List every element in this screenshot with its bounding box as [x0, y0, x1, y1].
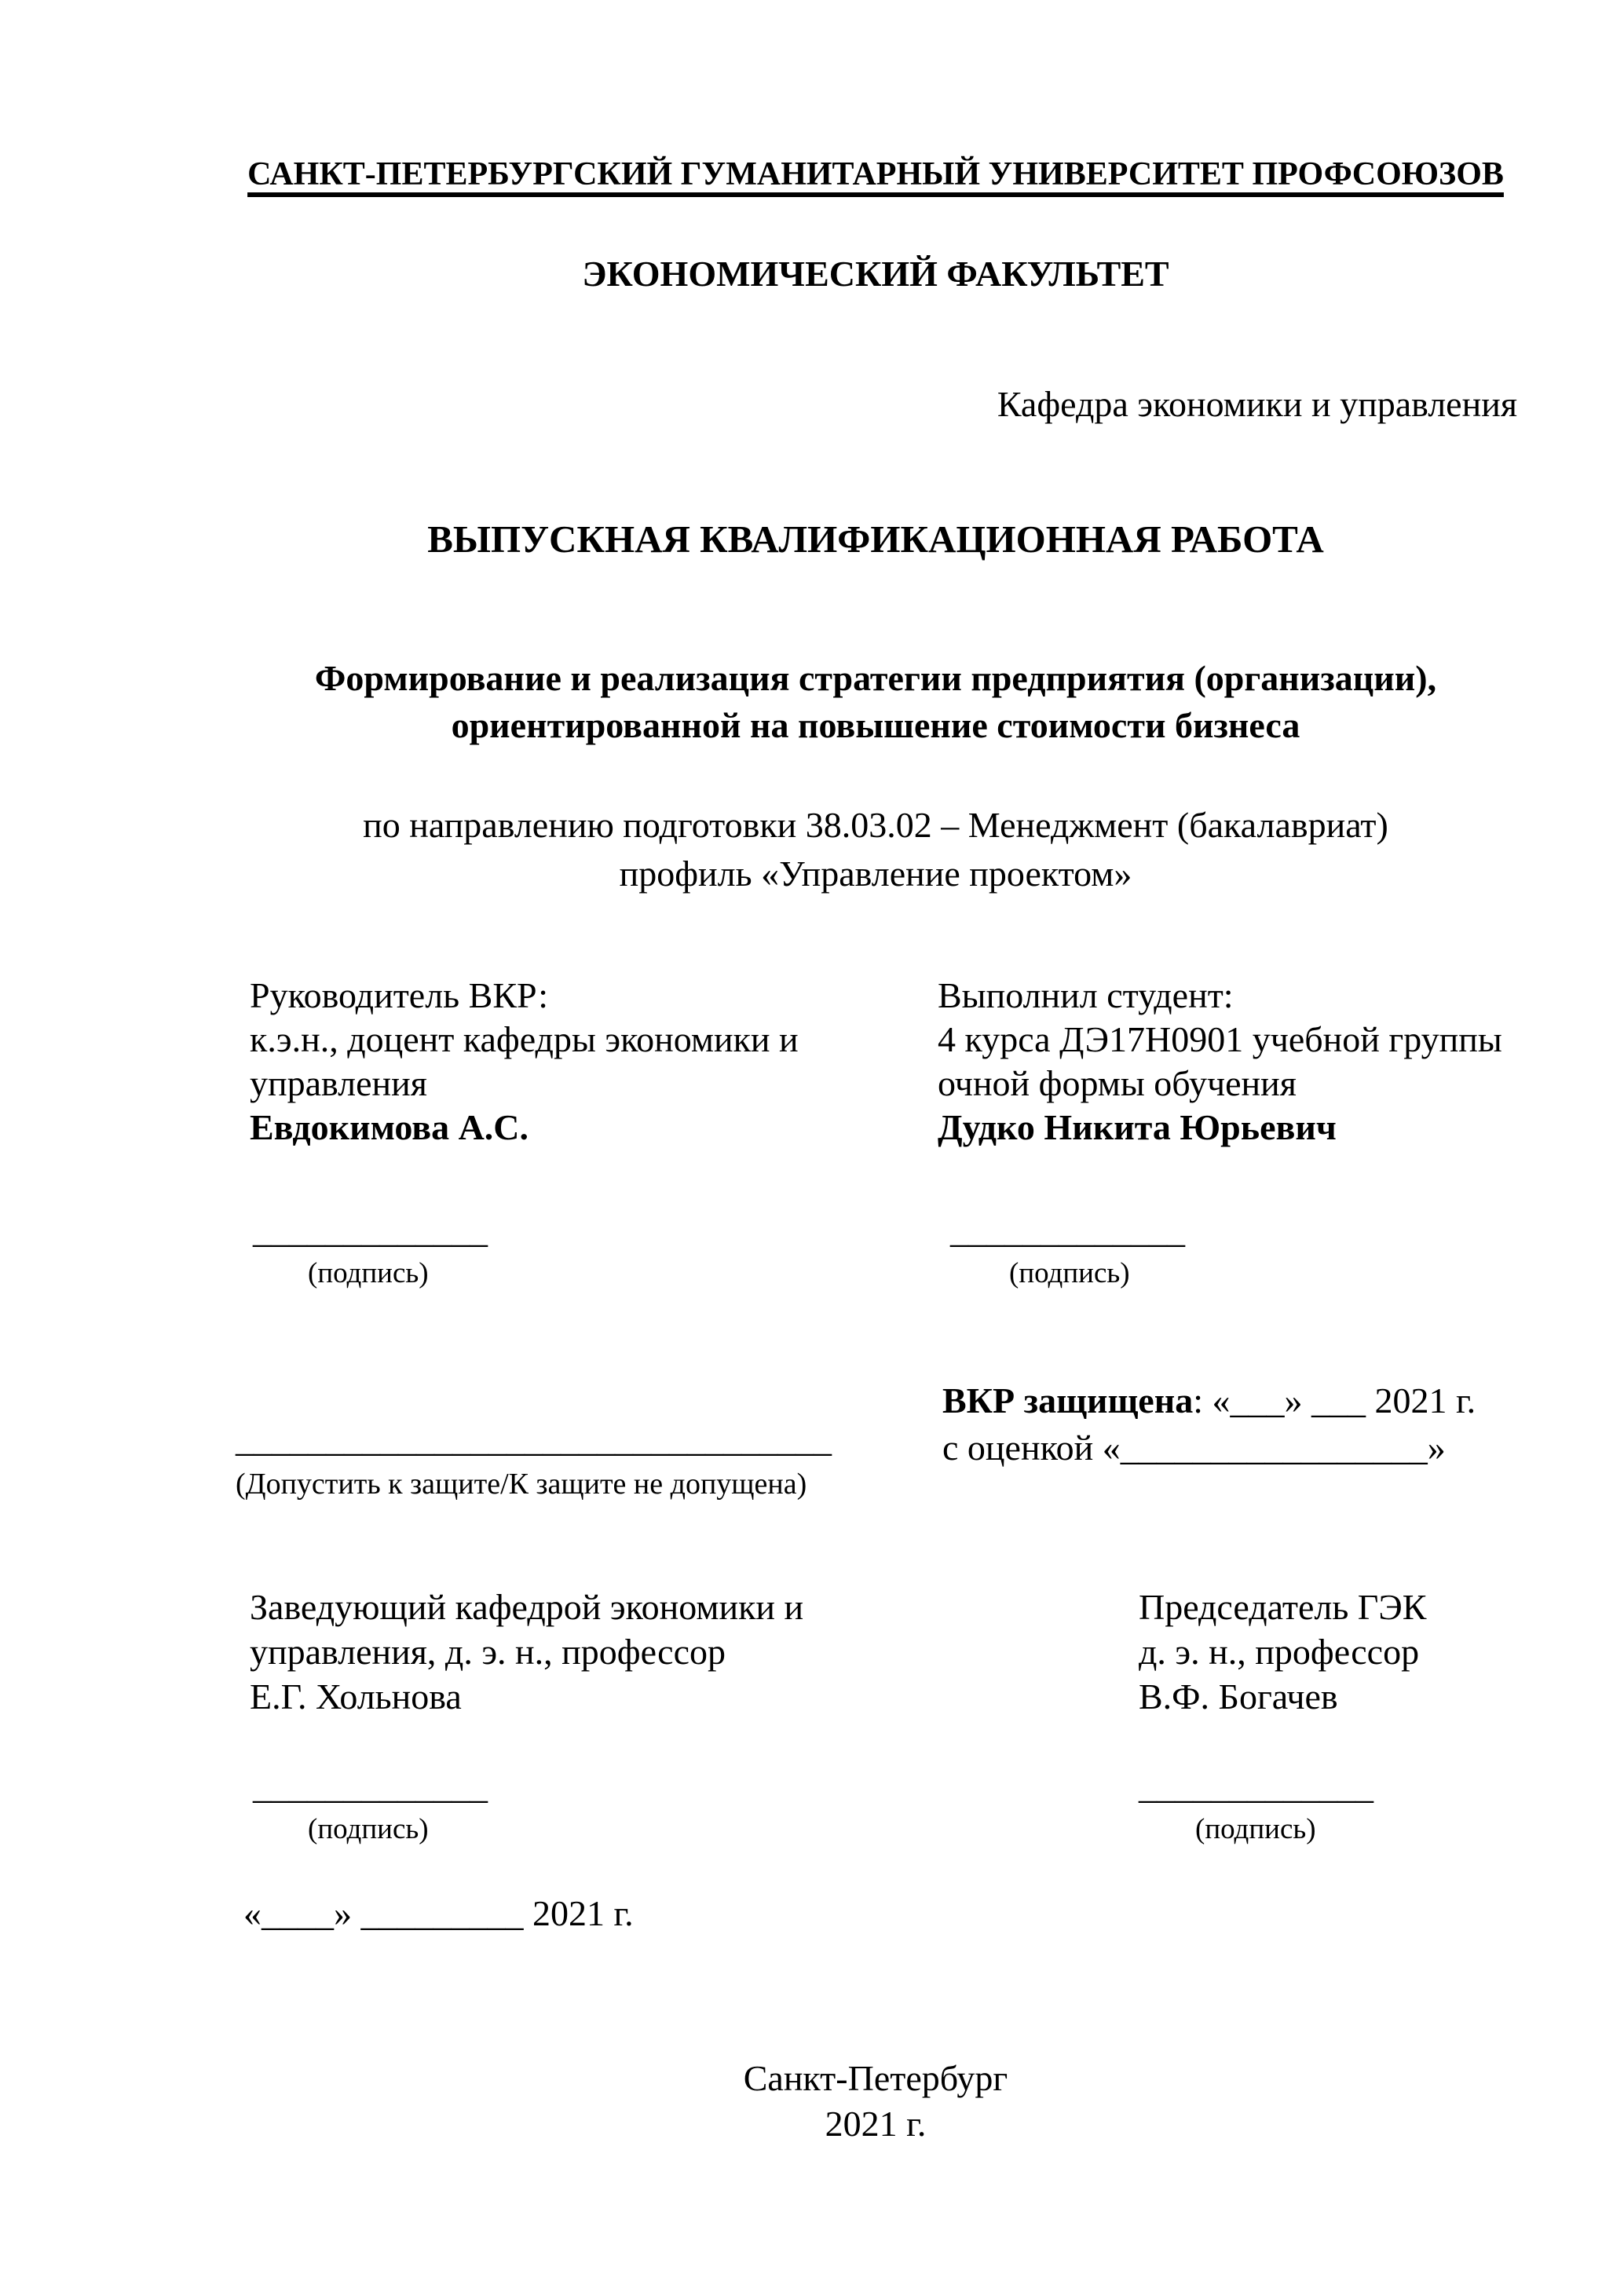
department-line: Кафедра экономики и управления [997, 384, 1517, 424]
gek-chair-block [1139, 1585, 1426, 1719]
footer-year: 2021 г. [825, 2104, 927, 2144]
thesis-title [236, 655, 1516, 749]
defense-grade-line: с оценкой «_________________» [942, 1428, 1446, 1468]
supervisor-position-line1: к.э.н., доцент кафедры экономики и [250, 1019, 799, 1059]
work-type-title: ВЫПУСКНАЯ КВАЛИФИКАЦИОННАЯ РАБОТА [427, 517, 1324, 561]
supervisor-position-line2: управления [250, 1063, 427, 1103]
program-line: по направлению подготовки 38.03.02 – Менеджмент (бакалавриат) [363, 805, 1388, 845]
student-label: Выполнил студент: [938, 975, 1234, 1015]
faculty-title: ЭКОНОМИЧЕСКИЙ ФАКУЛЬТЕТ [582, 254, 1169, 294]
supervisor-signature-line: _____________ [253, 1210, 488, 1250]
student-name: Дудко Никита Юрьевич [938, 1107, 1337, 1147]
thesis-title-line1: Формирование и реализация стратегии предприятия (организации), [314, 658, 1437, 698]
head-position-line2: управления, д. э. н., профессор [250, 1632, 726, 1672]
thesis-title-line2: ориентированной на повышение стоимости бизнеса [451, 705, 1300, 745]
head-of-department-block [250, 1585, 803, 1719]
head-signature-line: _____________ [253, 1766, 488, 1806]
student-signature-line: _____________ [950, 1210, 1185, 1250]
supervisor-block [250, 974, 799, 1150]
gek-position-line: д. э. н., профессор [1139, 1632, 1420, 1672]
footer-city: Санкт-Петербург [743, 2058, 1008, 2098]
head-name: Е.Г. Хольнова [250, 1676, 462, 1717]
gek-title-line: Председатель ГЭК [1139, 1587, 1427, 1627]
student-form-line: очной формы обучения [938, 1063, 1297, 1103]
supervisor-signature-caption: (подпись) [308, 1257, 429, 1289]
student-group-line: 4 курса ДЭ17Н0901 учебной группы [938, 1019, 1502, 1059]
student-signature-caption: (подпись) [1009, 1257, 1130, 1289]
head-date-line: «____» _________ 2021 г. [243, 1893, 634, 1933]
supervisor-label: Руководитель ВКР: [250, 975, 549, 1015]
footer-block [236, 2056, 1516, 2147]
defense-status-bold: ВКР защищена [942, 1380, 1194, 1420]
admission-signature-line: _________________________________ [236, 1419, 832, 1459]
profile-line: профиль «Управление проектом» [619, 854, 1132, 894]
defense-block [942, 1377, 1476, 1472]
defense-status-rest: : «___» ___ 2021 г. [1193, 1380, 1476, 1420]
supervisor-name: Евдокимова А.С. [250, 1107, 529, 1147]
university-title [236, 155, 1516, 193]
admission-caption: (Допустить к защите/К защите не допущена) [236, 1468, 807, 1501]
gek-signature-line: _____________ [1139, 1766, 1373, 1806]
defense-status-line [942, 1377, 1476, 1424]
head-position-line1: Заведующий кафедрой экономики и [250, 1587, 804, 1627]
university-title-text: САНКТ-ПЕТЕРБУРГСКИЙ ГУМАНИТАРНЫЙ УНИВЕРСИТЕТ ПРОФСОЮЗОВ [247, 156, 1504, 192]
gek-name: В.Ф. Богачев [1139, 1676, 1338, 1717]
gek-signature-caption: (подпись) [1195, 1813, 1316, 1845]
student-block [938, 974, 1502, 1150]
head-signature-caption: (подпись) [308, 1813, 429, 1845]
program-block [236, 801, 1516, 898]
